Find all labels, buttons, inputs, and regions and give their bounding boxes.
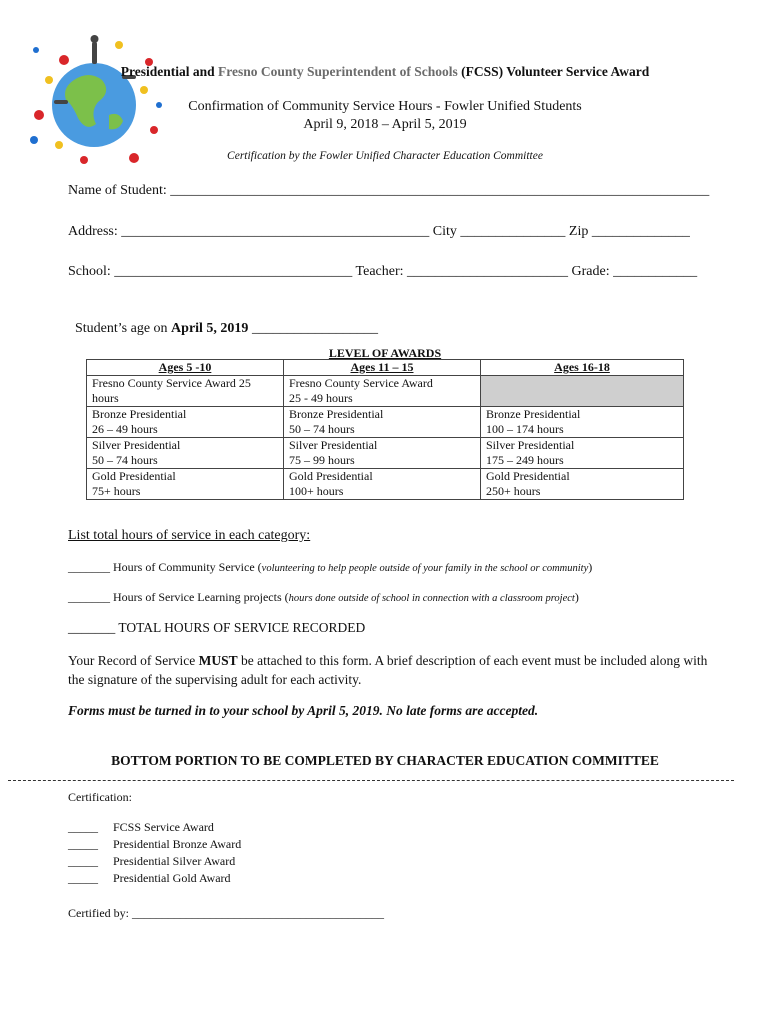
service-list-heading: List total hours of service in each category:: [68, 528, 311, 543]
table-row: [87, 438, 684, 469]
column-header: Ages 16-18: [481, 360, 684, 376]
table-row: [87, 469, 684, 500]
form-title: Presidential and Fresno County Superintendent of Schools (FCSS) Volunteer Service Award: [120, 64, 650, 79]
table-cell: Gold Presidential 75+ hours: [87, 469, 284, 500]
table-cell: Bronze Presidential 26 – 49 hours: [87, 407, 284, 438]
committee-heading: BOTTOM PORTION TO BE COMPLETED BY CHARACTER EDUCATION COMMITTEE: [111, 753, 659, 768]
table-cell: Bronze Presidential 100 – 174 hours: [481, 407, 684, 438]
table-cell-empty: [481, 376, 684, 407]
form-subtitle: Confirmation of Community Service Hours - Fowler Unified Students: [188, 99, 582, 114]
column-header: Ages 11 – 15: [284, 360, 481, 376]
certification-line: Certification by the Fowler Unified Character Education Committee: [227, 150, 543, 162]
award-option-fcss[interactable]: _____ FCSS Service Award: [68, 820, 214, 834]
column-header: Ages 5 -10: [87, 360, 284, 376]
community-service-hours-field[interactable]: _______ Hours of Community Service (volunteering to help people outside of your family in the school or community): [68, 560, 593, 574]
certified-by-field[interactable]: Certified by: __________________________________________: [68, 906, 384, 920]
award-option-bronze[interactable]: _____ Presidential Bronze Award: [68, 837, 242, 851]
globe-with-people-icon: [14, 20, 164, 170]
table-row: [87, 407, 684, 438]
table-cell: Bronze Presidential 50 – 74 hours: [284, 407, 481, 438]
total-hours-field[interactable]: _______ TOTAL HOURS OF SERVICE RECORDED: [68, 620, 366, 635]
awards-table: [86, 359, 684, 500]
awards-heading: LEVEL OF AWARDS: [328, 346, 442, 360]
form-date-range: April 9, 2018 – April 5, 2019: [303, 117, 467, 132]
student-name-field[interactable]: Name of Student: _____________________________________________________________________________: [68, 183, 710, 198]
table-cell: Gold Presidential 100+ hours: [284, 469, 481, 500]
certification-label: Certification:: [68, 790, 132, 804]
table-cell: Silver Presidential 75 – 99 hours: [284, 438, 481, 469]
table-cell: Silver Presidential 175 – 249 hours: [481, 438, 684, 469]
table-cell: Fresno County Service Award 25 - 49 hours: [284, 376, 481, 407]
school-field[interactable]: School: __________________________________ Teacher: _______________________ Grade: ____________: [68, 264, 698, 279]
service-learning-hours-field[interactable]: _______ Hours of Service Learning projects (hours done outside of school in connection with a classroom project): [68, 590, 579, 604]
cut-line-divider: [8, 780, 734, 781]
award-option-silver[interactable]: _____ Presidential Silver Award: [68, 854, 236, 868]
record-instructions: Your Record of Service MUST be attached to this form. A brief description of each event must be included along with the signature of the supervising adult for each activity.: [68, 653, 708, 687]
address-field[interactable]: Address: ____________________________________________ City _______________ Zip ______________: [68, 224, 690, 239]
table-row: [87, 376, 684, 407]
table-cell: Gold Presidential 250+ hours: [481, 469, 684, 500]
award-option-gold[interactable]: _____ Presidential Gold Award: [68, 871, 231, 885]
table-header-row: [87, 360, 684, 376]
student-age-field[interactable]: Student’s age on April 5, 2019 __________________: [75, 321, 378, 336]
table-cell: Fresno County Service Award 25 hours: [87, 376, 284, 407]
deadline-notice: Forms must be turned in to your school by April 5, 2019. No late forms are accepted.: [68, 703, 539, 718]
table-cell: Silver Presidential 50 – 74 hours: [87, 438, 284, 469]
